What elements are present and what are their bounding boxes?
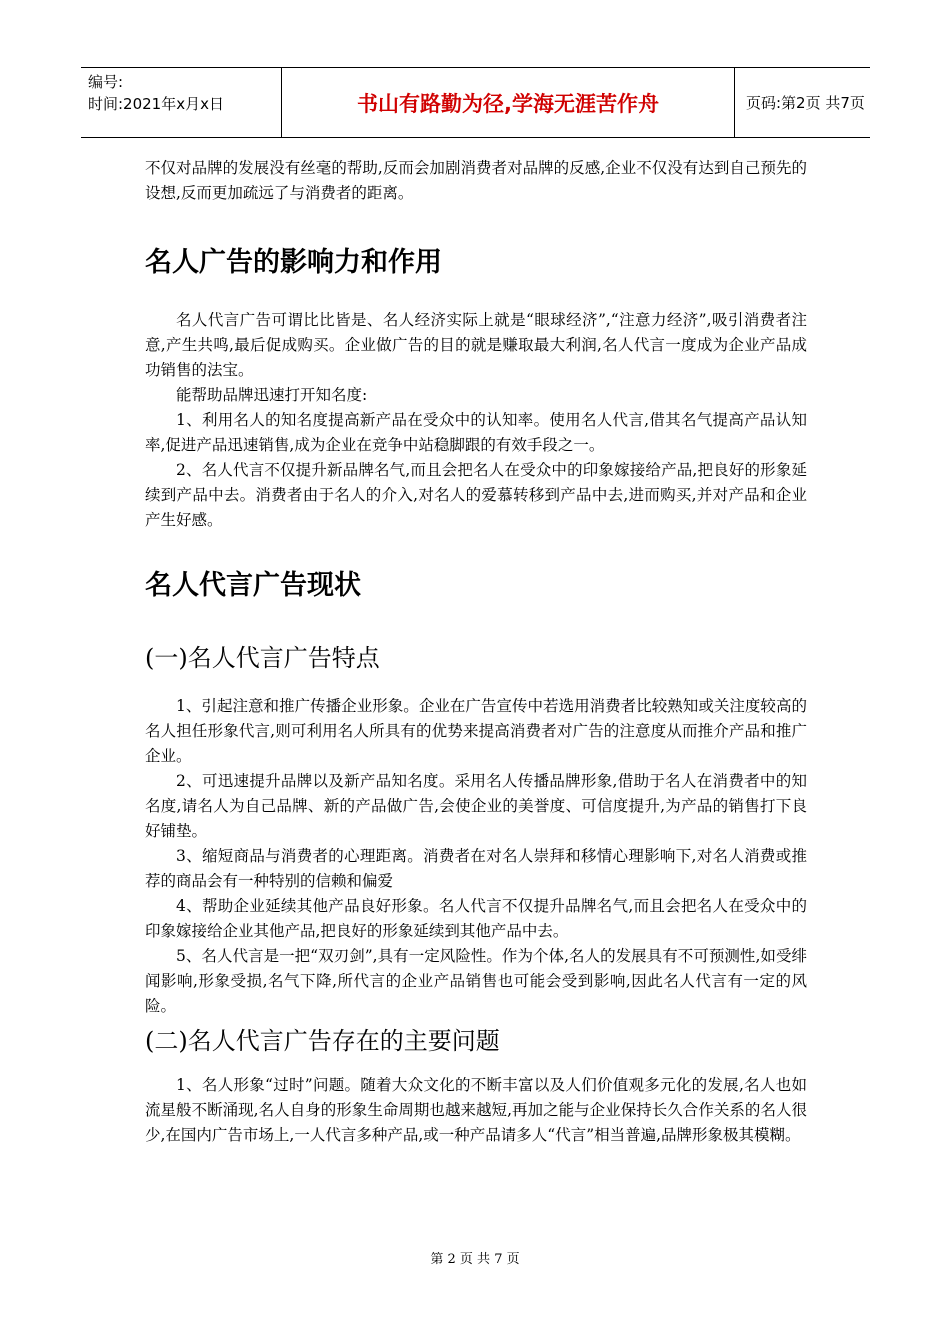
- paragraph: 2、名人代言不仅提升新品牌名气,而且会把名人在受众中的印象嫁接给产品,把良好的形象延续到产品中去。消费者由于名人的介入,对名人的爱慕转移到产品中去,进而购买,并对产品和企业产生好感。: [145, 461, 807, 529]
- paragraph: 2、可迅速提升品牌以及新产品知名度。采用名人传播品牌形象,借助于名人在消费者中的知名度,请名人为自己品牌、新的产品做广告,会使企业的美誉度、可信度提升,为产品的销售打下良好铺垫。: [145, 772, 807, 840]
- section-heading-status: 名人代言广告现状: [145, 570, 361, 601]
- page-footer: 第 2 页 共 7 页: [430, 1252, 520, 1267]
- document-number-label: 编号:: [88, 73, 124, 91]
- section-heading-influence: 名人广告的影响力和作用: [145, 247, 442, 278]
- paragraph: 能帮助品牌迅速打开知名度:: [176, 386, 368, 404]
- paragraph: 3、缩短商品与消费者的心理距离。消费者在对名人崇拜和移情心理影响下,对名人消费或推荐的商品会有一种特别的信赖和偏爱: [145, 847, 807, 890]
- intro-paragraph: 不仅对品牌的发展没有丝毫的帮助,反而会加剧消费者对品牌的反感,企业不仅没有达到自己预先的设想,反而更加疏远了与消费者的距离。: [145, 159, 807, 202]
- paragraph: 5、名人代言是一把“双刃剑”,具有一定风险性。作为个体,名人的发展具有不可预测性,如受绯闻影响,形象受损,名气下降,所代言的企业产品销售也可能会受到影响,因此名人代言有一定的风险。: [145, 947, 807, 1015]
- header-motto: 书山有路勤为径,学海无涯苦作舟: [282, 68, 735, 137]
- paragraph: 1、利用名人的知名度提高新产品在受众中的认知率。使用名人代言,借其名气提高产品认知率,促进产品迅速销售,成为企业在竞争中站稳脚跟的有效手段之一。: [145, 411, 807, 454]
- paragraph: 1、引起注意和推广传播企业形象。企业在广告宣传中若选用消费者比较熟知或关注度较高的名人担任形象代言,则可利用名人所具有的优势来提高消费者对广告的注意度从而推介产品和推广企业。: [145, 697, 807, 765]
- document-time-label: 时间:2021年x月x日: [88, 95, 224, 113]
- subsection-heading-problems: (二)名人代言广告存在的主要问题: [145, 1027, 500, 1055]
- paragraph: 4、帮助企业延续其他产品良好形象。名人代言不仅提升品牌名气,而且会把名人在受众中的印象嫁接给企业其他产品,把良好的形象延续到其他产品中去。: [145, 897, 807, 940]
- subsection-heading-features: (一)名人代言广告特点: [145, 644, 380, 672]
- paragraph: 1、名人形象“过时”问题。随着大众文化的不断丰富以及人们价值观多元化的发展,名人也如流星般不断涌现,名人自身的形象生命周期也越来越短,再加之能与企业保持长久合作关系的名人很少,在国内广告市场上,一人代言多种产品,或一种产品请多人“代言”相当普遍,品牌形象极其模糊。: [145, 1076, 807, 1144]
- document-body: [145, 156, 807, 1148]
- page-header: [81, 67, 870, 138]
- paragraph: 名人代言广告可谓比比皆是、名人经济实际上就是“眼球经济”,“注意力经济”,吸引消费者注意,产生共鸣,最后促成购买。企业做广告的目的就是赚取最大利润,名人代言一度成为企业产品成功销售的法宝。: [145, 311, 807, 379]
- header-info-cell: [81, 68, 282, 137]
- header-page-info: 页码:第2页 共7页: [746, 94, 865, 112]
